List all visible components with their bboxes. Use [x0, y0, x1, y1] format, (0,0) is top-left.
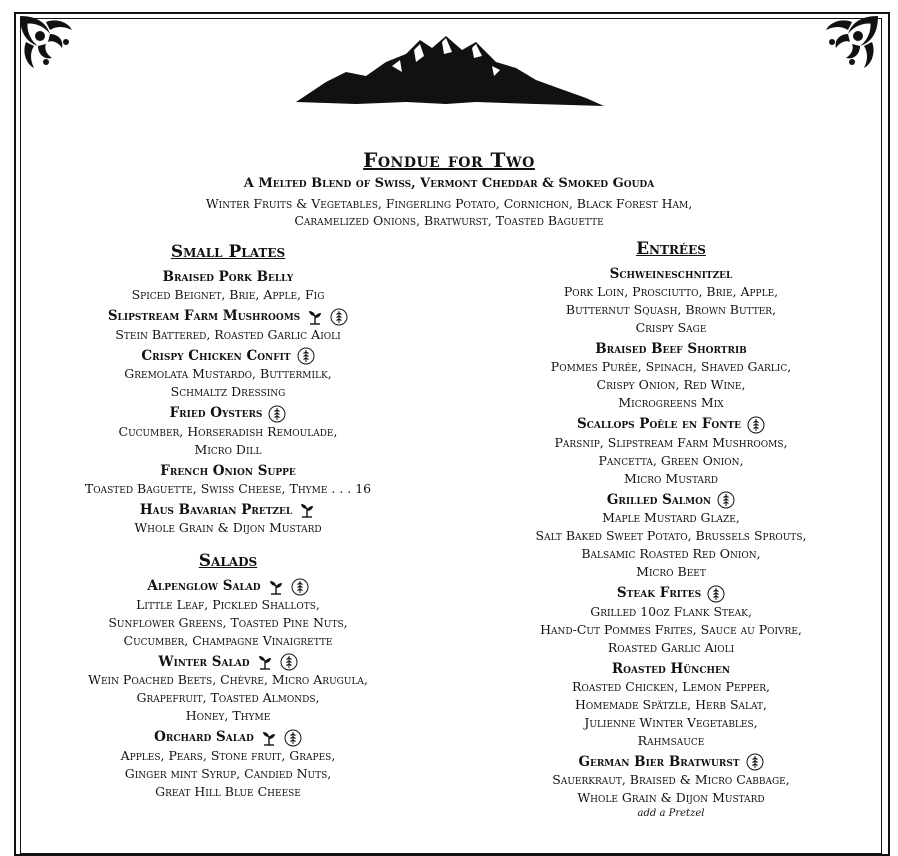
menu-item-description: Homemade Spätzle, Herb Salat,: [575, 696, 767, 712]
menu-item-name-row: [60, 268, 396, 286]
fondue-title: Fondue for Two: [363, 148, 535, 172]
menu-item-name: Slipstream Farm Mushrooms: [107, 308, 301, 324]
menu-item-description: Whole Grain & Dijon Mustard: [577, 790, 765, 805]
menu-item: [60, 404, 396, 459]
menu-item-description: Julienne Winter Vegetables,: [584, 714, 758, 730]
menu-item-name-row: [60, 404, 396, 423]
menu-item-description: Grapefruit, Toasted Almonds,: [136, 690, 320, 705]
menu-item-name: Scallops Poêle en Fonte: [576, 416, 742, 432]
menu-item-name-row: [60, 307, 396, 326]
gluten-free-icon: [291, 578, 309, 596]
menu-item-name: Crispy Chicken Confit: [141, 347, 291, 364]
menu-item-name-row: [506, 491, 836, 510]
menu-item-description: Microgreens Mix: [618, 395, 724, 410]
left-column: [60, 242, 396, 801]
fondue-description: [0, 195, 898, 229]
menu-item-description: Roasted Garlic Aioli: [607, 639, 735, 655]
small-plates-list: [60, 268, 396, 537]
menu-item-name-row: [506, 584, 836, 603]
menu-item: [60, 653, 396, 726]
menu-item-description: Wein Poached Beets, Chèvre, Micro Arugula,: [88, 672, 368, 687]
menu-item-description: Micro Dill: [194, 441, 262, 457]
menu-item-description: Cucumber, Horseradish Remoulade,: [118, 423, 338, 439]
menu-item-description: Spiced Beignet, Brie, Apple, Fig: [131, 287, 325, 302]
menu-item-name: Roasted Hünchen: [611, 660, 731, 677]
menu-item-name-row: [506, 660, 836, 678]
small-plates-heading: Small Plates: [170, 242, 286, 262]
gluten-free-icon: [280, 653, 298, 671]
menu-item: [60, 728, 396, 801]
menu-item-description: Butternut Squash, Brown Butter,: [565, 302, 777, 317]
menu-item-name: French Onion Suppe: [160, 462, 296, 479]
menu-item-description: Parsnip, Slipstream Farm Mushrooms,: [554, 434, 788, 450]
menu-item-name-row: [60, 728, 396, 747]
menu-item-description: Salt Baked Sweet Potato, Brussels Sprouts,: [535, 528, 807, 543]
menu-item-name: Fried Oysters: [169, 405, 263, 421]
vegetarian-icon: [267, 578, 285, 596]
menu-item-name-row: [60, 577, 396, 596]
menu-item-description: Stein Battered, Roasted Garlic Aioli: [115, 326, 341, 342]
corner-ornament-left-icon: [16, 12, 80, 76]
salads-list: [60, 577, 396, 801]
menu-item-description: Pommes Purée, Spinach, Shaved Garlic,: [550, 359, 792, 374]
menu-item-name: Grilled Salmon: [606, 491, 712, 508]
menu-item-description: Crispy Sage: [635, 320, 707, 335]
menu-item-description: Whole Grain & Dijon Mustard: [134, 520, 322, 535]
menu-item-name: Braised Pork Belly: [162, 269, 294, 285]
menu-item-description: Honey, Thyme: [185, 708, 271, 723]
gluten-free-icon: [717, 491, 735, 509]
menu-item: [60, 462, 396, 498]
menu-item: [506, 415, 836, 488]
gluten-free-icon: [284, 729, 302, 747]
menu-item-name-row: [506, 265, 836, 283]
menu-item-description: Sauerkraut, Braised & Micro Cabbage,: [552, 772, 790, 787]
gluten-free-icon: [330, 308, 348, 326]
gluten-free-icon: [268, 405, 286, 423]
vegetarian-icon: [306, 308, 324, 326]
menu-item-description: Crispy Onion, Red Wine,: [596, 377, 746, 392]
entrees-list: [506, 265, 836, 821]
menu-item-description: Pancetta, Green Onion,: [598, 452, 744, 468]
menu-item: [506, 660, 836, 750]
menu-item-description: Apples, Pears, Stone fruit, Grapes,: [120, 747, 336, 763]
menu-item-description: Pork Loin, Prosciutto, Brie, Apple,: [563, 284, 779, 299]
menu-item: [60, 307, 396, 344]
fondue-subtitle: A Melted Blend of Swiss, Vermont Cheddar & Smoked Gouda: [243, 176, 655, 191]
menu-item: [60, 501, 396, 538]
menu-item-description: Micro Mustard: [624, 470, 718, 486]
gluten-free-icon: [747, 416, 765, 434]
menu-item-description: Toasted Baguette, Swiss Cheese, Thyme . . . 16: [84, 480, 372, 496]
menu-item-addon: add a Pretzel: [637, 808, 705, 819]
corner-ornament-right-icon: [818, 12, 882, 76]
fondue-description-line: Winter Fruits & Vegetables, Fingerling Potato, Cornichon, Black Forest Ham,: [205, 196, 693, 211]
mountain-logo-icon: [296, 32, 604, 108]
gluten-free-icon: [297, 347, 315, 365]
menu-item-description: Sunflower Greens, Toasted Pine Nuts,: [108, 614, 348, 630]
menu-item: [506, 584, 836, 657]
menu-item-description: Gremolata Mustardo, Buttermilk,: [124, 366, 332, 381]
right-column: [506, 239, 836, 821]
menu-item-name: Winter Salad: [158, 653, 250, 670]
vegetarian-icon: [298, 501, 316, 519]
salads-heading: Salads: [198, 551, 258, 571]
menu-item: [60, 268, 396, 304]
gluten-free-icon: [707, 585, 725, 603]
menu-item-description: Roasted Chicken, Lemon Pepper,: [572, 678, 770, 694]
menu-item-name: Braised Beef Shortrib: [595, 341, 747, 357]
vegetarian-icon: [260, 729, 278, 747]
menu-item-description: Rahmsauce: [637, 732, 705, 748]
menu-item: [506, 753, 836, 822]
menu-item-description: Cucumber, Champagne Vinaigrette: [123, 632, 333, 648]
menu-item-description: Maple Mustard Glaze,: [602, 510, 740, 525]
menu-item-name-row: [506, 753, 836, 772]
menu-item-description: Hand-Cut Pommes Frites, Sauce au Poivre,: [540, 621, 802, 637]
menu-item-name-row: [506, 340, 836, 358]
menu-item: [506, 340, 836, 412]
menu-item-name-row: [60, 347, 396, 366]
menu-item-description: Ginger mint Syrup, Candied Nuts,: [124, 765, 332, 781]
menu-item-description: Grilled 10oz Flank Steak,: [590, 603, 752, 619]
fondue-description-line: Caramelized Onions, Bratwurst, Toasted Baguette: [294, 213, 604, 228]
gluten-free-icon: [746, 753, 764, 771]
menu-item-name-row: [506, 415, 836, 434]
menu-item-name-row: [60, 462, 396, 480]
menu-item-description: Little Leaf, Pickled Shallots,: [136, 596, 320, 612]
menu-item-name: Steak Frites: [616, 585, 702, 601]
menu-item: [506, 265, 836, 337]
menu-item-name: German Bier Bratwurst: [578, 753, 740, 770]
menu-item-description: Micro Beet: [636, 564, 706, 579]
menu-item-name: Orchard Salad: [154, 729, 254, 745]
entrees-heading: Entrées: [636, 239, 706, 259]
menu-item-name: Haus Bavarian Pretzel: [139, 501, 293, 518]
menu-item-name: Alpenglow Salad: [147, 578, 261, 594]
menu-item: [60, 347, 396, 402]
vegetarian-icon: [256, 653, 274, 671]
menu-item-description: Great Hill Blue Cheese: [155, 783, 301, 799]
menu-item: [60, 577, 396, 650]
menu-item: [506, 491, 836, 582]
menu-item-description: Schmaltz Dressing: [170, 384, 286, 399]
menu-item-name-row: [60, 501, 396, 520]
menu-item-name-row: [60, 653, 396, 672]
menu-item-description: Balsamic Roasted Red Onion,: [581, 546, 761, 561]
menu-item-name: Schweineschnitzel: [609, 266, 733, 282]
